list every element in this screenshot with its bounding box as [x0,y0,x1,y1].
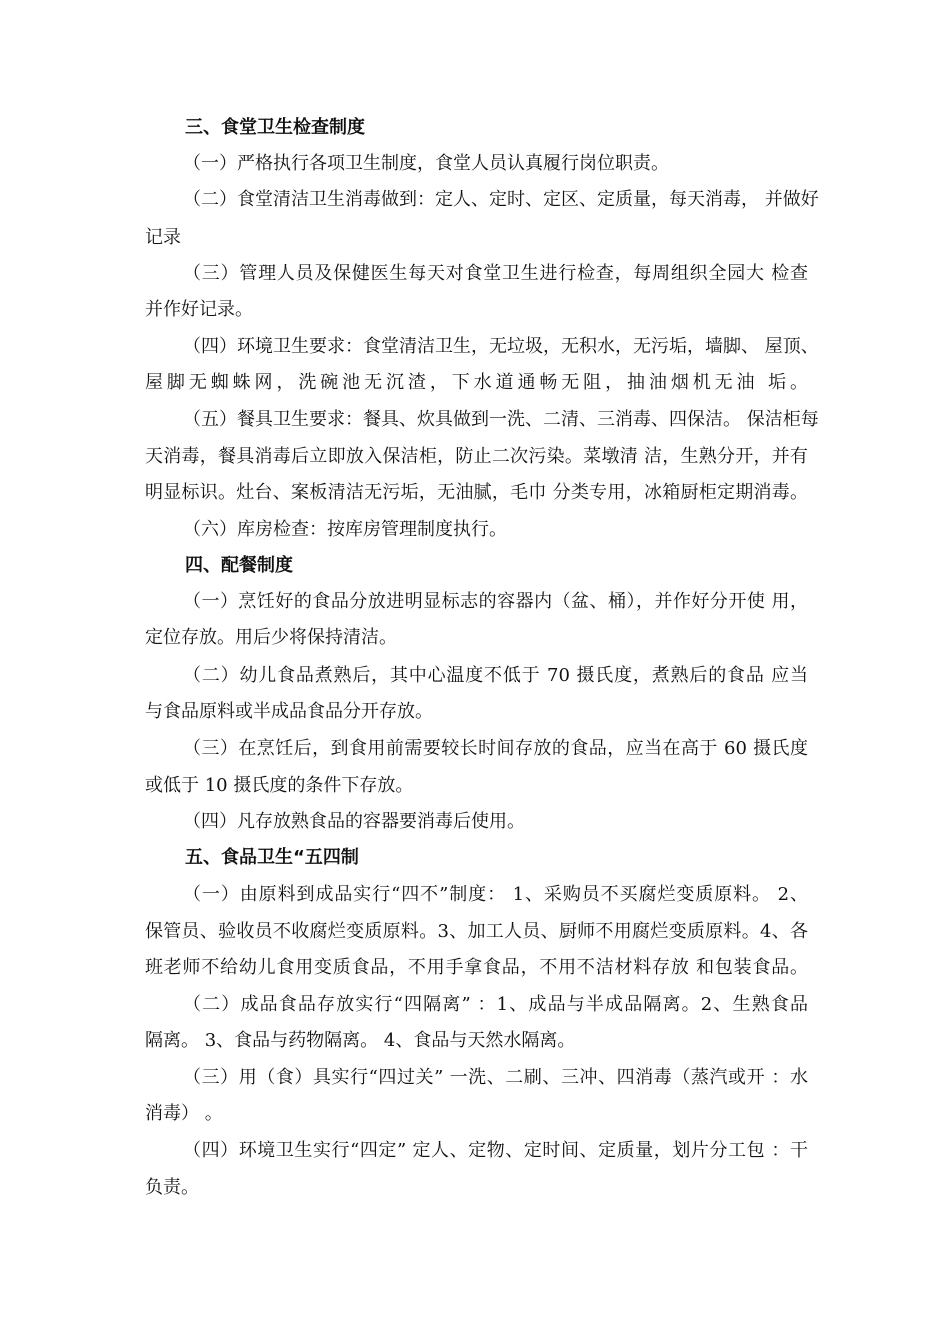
paragraph-line: （二）成品食品存放实行“四隔离” ：1、成品与半成品隔离。2、生熟食品 [183,994,808,1015]
section-heading: 四、配餐制度 [185,555,293,576]
paragraph-line: 保管员、验收员不收腐烂变质原料。3、加工人员、厨师不用腐烂变质原料。4、各 [145,921,808,942]
paragraph-line: 定位存放。用后少将保持清洁。 [145,627,397,648]
paragraph-line: （四）环境卫生实行“四定” 定人、定物、定时间、定质量，划片分工包 ：干 [183,1140,808,1161]
paragraph-line: 并作好记录。 [145,299,253,320]
paragraph-line: 负责。 [145,1177,199,1198]
paragraph-line: 天消毒，餐具消毒后立即放入保洁柜，防止二次污染。菜墩清 洁，生熟分开，并有 [145,446,808,467]
paragraph-line: （三）在烹饪后，到食用前需要较长时间存放的食品，应当在高于 60 摄氏度 [183,738,808,759]
paragraph-line: （五）餐具卫生要求：餐具、炊具做到一洗、二清、三消毒、四保洁。 保洁柜每 [183,409,819,430]
paragraph-line: （三）管理人员及保健医生每天对食堂卫生进行检查，每周组织全园大 检查 [183,263,808,284]
paragraph-line: （二）食堂清洁卫生消毒做到：定人、定时、定区、定质量，每天消毒， 并做好 [183,189,819,210]
paragraph-line: 屋脚无蜘蛛网，洗碗池无沉渣，下水道通畅无阻，抽油烟机无油 垢。 [145,372,808,393]
paragraph-line: 或低于 10 摄氏度的条件下存放。 [145,775,414,796]
paragraph-line: 与食品原料或半成品食品分开存放。 [145,701,433,722]
paragraph-line: （四）凡存放熟食品的容器要消毒后使用。 [183,811,525,832]
paragraph-line: （一）严格执行各项卫生制度，食堂人员认真履行岗位职责。 [183,153,669,174]
paragraph-line: 记录 [145,227,181,248]
paragraph-line: 班老师不给幼儿食用变质食品，不用手拿食品，不用不洁材料存放 和包装食品。 [145,957,808,978]
section-heading: 三、食堂卫生检查制度 [185,117,365,138]
paragraph-line: （一）烹饪好的食品分放进明显标志的容器内（盆、桶），并作好分开使 用， [183,591,808,612]
paragraph-line: 明显标识。灶台、案板清洁无污垢，无油腻，毛巾 分类专用，冰箱厨柜定期消毒。 [145,482,808,503]
paragraph-line: （三）用（食）具实行“四过关” 一洗、二刷、三冲、四消毒（蒸汽或开 ：水 [183,1067,808,1088]
paragraph-line: （四）环境卫生要求：食堂清洁卫生，无垃圾，无积水，无污垢，墙脚、 屋顶、 [183,336,819,357]
paragraph-line: （六）库房检查：按库房管理制度执行。 [183,519,507,540]
paragraph-line: （一）由原料到成品实行“四不”制度： 1、采购员不买腐烂变质原料。 2、 [183,884,808,905]
paragraph-line: 消毒） 。 [145,1103,223,1124]
section-heading: 五、食品卫生“五四制 [185,847,359,868]
paragraph-line: （二）幼儿食品煮熟后，其中心温度不低于 70 摄氏度，煮熟后的食品 应当 [183,665,808,686]
paragraph-line: 隔离。 3、食品与药物隔离。 4、食品与天然水隔离。 [145,1030,576,1051]
